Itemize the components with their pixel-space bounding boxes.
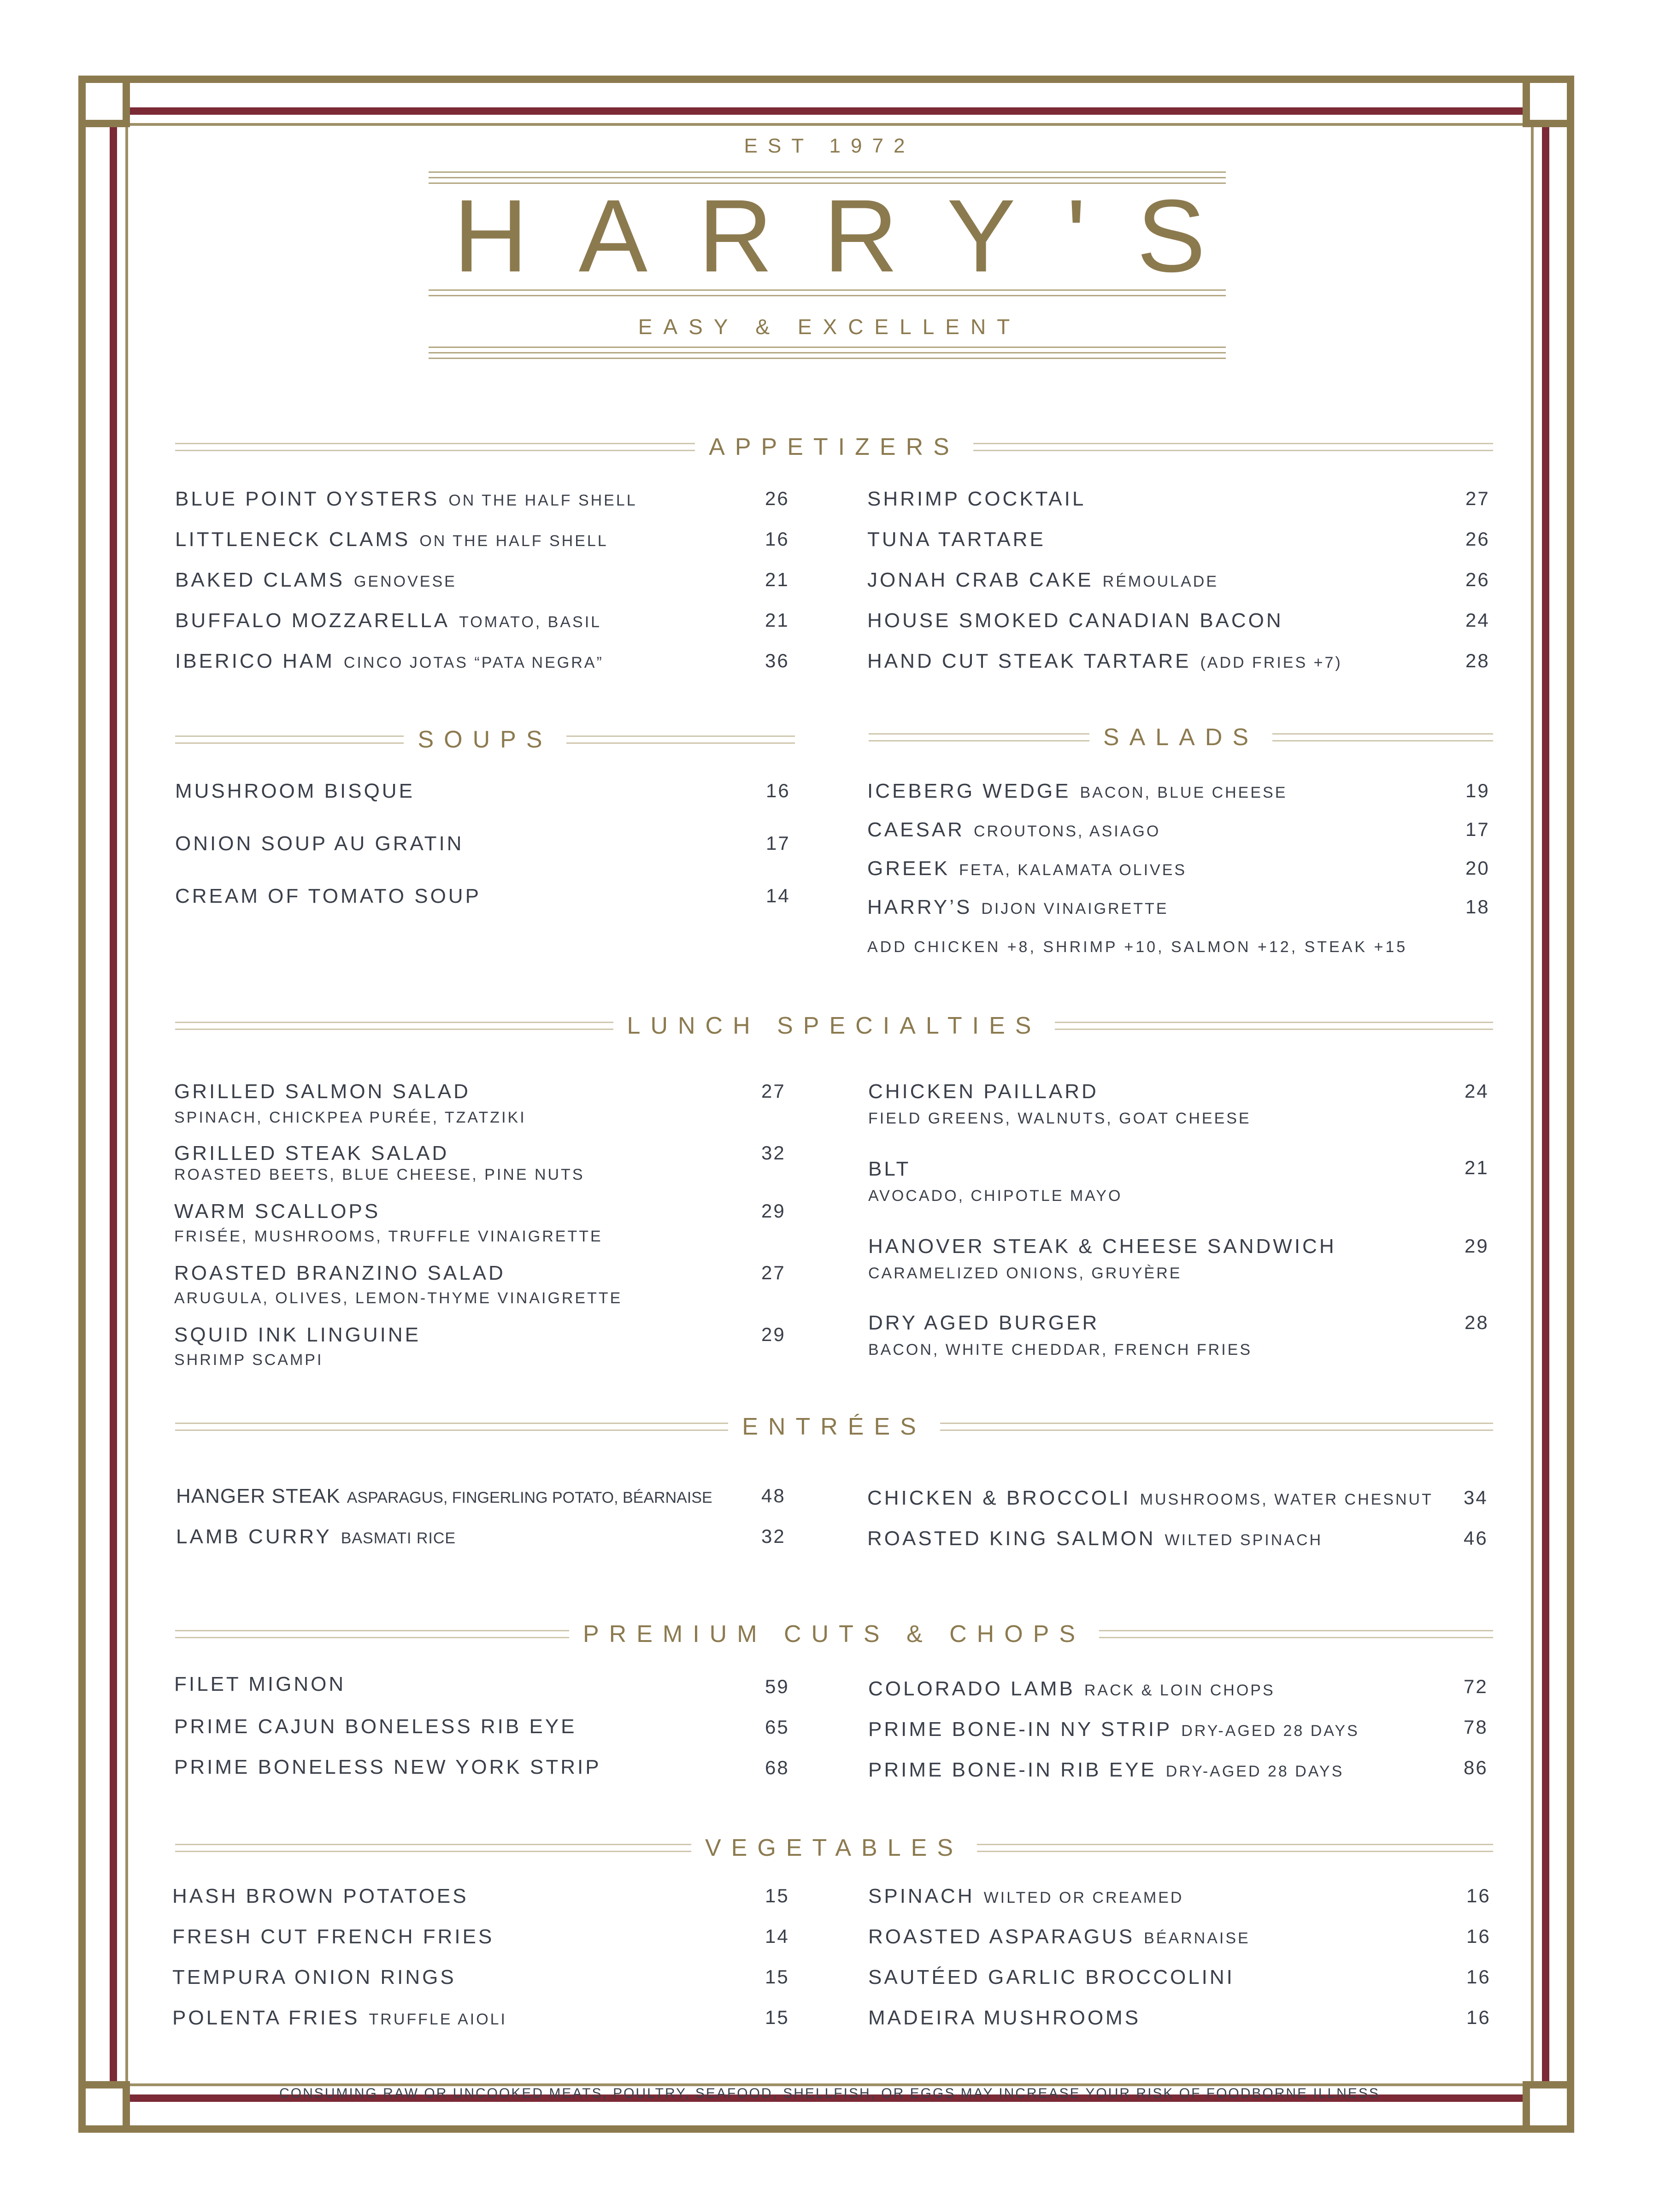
menu-item	[867, 818, 1160, 841]
item-name: LAMB CURRY	[176, 1525, 332, 1548]
item-description: GENOVESE	[353, 573, 457, 590]
item-price: 16	[1466, 2006, 1491, 2028]
item-price: 16	[1466, 1925, 1491, 1947]
salad-addons: ADD CHICKEN +8, SHRIMP +10, SALMON +12, STEAK +15	[867, 938, 1408, 956]
menu-item	[174, 1756, 601, 1779]
item-description: CROUTONS, ASIAGO	[973, 823, 1161, 840]
menu-item	[868, 1759, 1344, 1782]
menu-item	[867, 528, 1055, 551]
item-description: ARUGULA, OLIVES, LEMON-THYME VINAIGRETTE	[174, 1289, 623, 1307]
menu-item	[174, 1080, 471, 1103]
item-description: ROASTED BEETS, BLUE CHEESE, PINE NUTS	[174, 1166, 585, 1183]
item-price: 26	[765, 488, 789, 509]
menu-item	[867, 609, 1293, 632]
item-price: 29	[1465, 1235, 1489, 1257]
item-name: BAKED CLAMS	[175, 569, 345, 591]
item-name: PRIME CAJUN BONELESS RIB EYE	[174, 1715, 577, 1738]
item-name: PRIME BONELESS NEW YORK STRIP	[174, 1756, 601, 1778]
menu-item	[868, 1966, 1235, 1989]
tagline: EASY & EXCELLENT	[638, 315, 1021, 339]
item-description: RACK & LOIN CHOPS	[1084, 1682, 1275, 1699]
item-description: WILTED SPINACH	[1165, 1531, 1323, 1549]
section-salads	[869, 724, 1493, 751]
item-price: 59	[765, 1676, 789, 1697]
menu-item	[176, 1485, 712, 1508]
item-name: ICEBERG WEDGE	[867, 780, 1071, 802]
item-description: DIJON VINAIGRETTE	[981, 900, 1169, 918]
item-name: IBERICO HAM	[175, 650, 335, 672]
menu-item	[868, 1677, 1275, 1700]
item-name: FILET MIGNON	[174, 1673, 346, 1695]
item-price: 24	[1465, 609, 1490, 631]
item-price: 28	[1465, 1312, 1489, 1333]
item-price: 14	[765, 1925, 789, 1947]
item-price: 29	[761, 1324, 786, 1345]
menu-item	[868, 1080, 1099, 1103]
item-name: PRIME BONE-IN NY STRIP	[868, 1718, 1172, 1741]
item-name: HANGER STEAK	[176, 1485, 341, 1507]
item-description: (ADD FRIES +7)	[1200, 654, 1342, 671]
item-price: 19	[1465, 780, 1490, 801]
item-description: FIELD GREENS, WALNUTS, GOAT CHEESE	[868, 1110, 1251, 1127]
item-price: 32	[761, 1525, 786, 1547]
item-name: TUNA TARTARE	[867, 528, 1046, 551]
item-name: PRIME BONE-IN RIB EYE	[868, 1759, 1157, 1781]
item-name: BLT	[868, 1158, 911, 1180]
item-name: WARM SCALLOPS	[174, 1200, 381, 1223]
corner-ornament	[1523, 76, 1574, 127]
item-name: CHICKEN PAILLARD	[868, 1080, 1099, 1103]
inner-gold-border	[125, 123, 1534, 2086]
item-price: 14	[766, 885, 790, 906]
item-name: MADEIRA MUSHROOMS	[868, 2006, 1141, 2029]
item-description: SPINACH, CHICKPEA PURÉE, TZATZIKI	[174, 1109, 526, 1126]
item-price: 18	[1465, 896, 1490, 918]
item-description: TOMATO, BASIL	[459, 613, 602, 631]
menu-item	[868, 1925, 1250, 1948]
menu-item	[867, 488, 1095, 511]
menu-item	[867, 650, 1342, 673]
item-price: 72	[1464, 1676, 1488, 1697]
menu-item	[175, 488, 637, 511]
item-price: 27	[1465, 488, 1490, 509]
menu-item	[174, 1324, 421, 1347]
item-description: ON THE HALF SHELL	[448, 492, 637, 509]
item-description: BACON, BLUE CHEESE	[1080, 784, 1288, 801]
item-name: ROASTED ASPARAGUS	[868, 1925, 1135, 1948]
menu-item	[175, 569, 457, 592]
item-price: 36	[765, 650, 789, 671]
item-name: ONION SOUP AU GRATIN	[175, 832, 464, 855]
item-price: 24	[1465, 1080, 1489, 1102]
item-price: 68	[765, 1757, 789, 1778]
corner-ornament	[78, 76, 130, 127]
section-soups	[175, 726, 795, 753]
menu-item	[868, 1235, 1336, 1258]
item-description: RÉMOULADE	[1102, 573, 1219, 590]
menu-item	[175, 528, 608, 551]
item-description: DRY-AGED 28 DAYS	[1165, 1763, 1344, 1780]
menu-item	[175, 832, 464, 855]
item-name: CHICKEN & BROCCOLI	[867, 1487, 1131, 1509]
item-description: BÉARNAISE	[1144, 1930, 1250, 1947]
item-price: 46	[1464, 1527, 1488, 1549]
menu-item	[867, 569, 1218, 592]
menu-item	[172, 1885, 469, 1908]
menu-item	[868, 1158, 911, 1181]
item-price: 15	[765, 1966, 789, 1988]
section-lunch-specialties	[175, 1012, 1493, 1040]
item-description: ASPARAGUS, FINGERLING POTATO, BÉARNAISE	[347, 1489, 712, 1506]
item-description: BASMATI RICE	[341, 1530, 456, 1547]
item-price: 16	[1466, 1966, 1491, 1988]
item-name: HASH BROWN POTATOES	[172, 1885, 469, 1907]
item-price: 28	[1465, 650, 1490, 671]
menu-item	[174, 1715, 577, 1738]
item-description: CARAMELIZED ONIONS, GRUYÈRE	[868, 1265, 1182, 1282]
item-price: 21	[765, 609, 789, 631]
menu-item	[174, 1673, 346, 1696]
item-price: 26	[1465, 528, 1490, 550]
item-name: CREAM OF TOMATO SOUP	[175, 885, 481, 907]
item-price: 17	[766, 832, 790, 854]
section-title: VEGETABLES	[705, 1835, 964, 1861]
item-description: ON THE HALF SHELL	[419, 532, 608, 550]
item-price: 17	[1465, 818, 1490, 840]
item-name: SHRIMP COCKTAIL	[867, 488, 1086, 510]
section-title: ENTRÉES	[742, 1413, 926, 1440]
item-price: 27	[761, 1080, 786, 1102]
menu-item	[867, 780, 1287, 803]
item-price: 48	[761, 1485, 786, 1506]
menu-item	[867, 1487, 1433, 1510]
item-price: 16	[766, 780, 790, 801]
item-price: 20	[1465, 857, 1490, 879]
item-description: TRUFFLE AIOLI	[369, 2011, 507, 2028]
item-name: BLUE POINT OYSTERS	[175, 488, 440, 510]
item-price: 34	[1464, 1487, 1488, 1508]
item-name: LITTLENECK CLAMS	[175, 528, 411, 551]
menu-item	[175, 609, 601, 632]
item-name: POLENTA FRIES	[172, 2006, 360, 2029]
item-name: ROASTED BRANZINO SALAD	[174, 1262, 506, 1284]
menu-item	[867, 896, 1169, 919]
item-name: FRESH CUT FRENCH FRIES	[172, 1925, 494, 1948]
menu-item	[172, 1925, 494, 1948]
item-name: GREEK	[867, 857, 950, 880]
item-name: GRILLED SALMON SALAD	[174, 1080, 471, 1103]
menu-item	[868, 1885, 1183, 1908]
section-title: APPETIZERS	[709, 434, 959, 460]
item-name: HAND CUT STEAK TARTARE	[867, 650, 1191, 672]
foodborne-illness-disclaimer: CONSUMING RAW OR UNCOOKED MEATS, POULTRY, SEAFOOD, SHELLFISH, OR EGGS MAY INCREASE YOUR RISK OF FOODBORNE ILLNESS	[279, 2086, 1380, 2101]
item-name: HARRY’S	[867, 896, 972, 918]
section-premium-cuts	[175, 1620, 1493, 1648]
menu-item	[174, 1262, 506, 1285]
menu-item	[176, 1525, 456, 1548]
item-description: WILTED OR CREAMED	[983, 1889, 1184, 1906]
menu-item	[174, 1200, 380, 1223]
item-name: CAESAR	[867, 818, 965, 841]
item-description: AVOCADO, CHIPOTLE MAYO	[868, 1187, 1123, 1205]
item-name: HANOVER STEAK & CHEESE SANDWICH	[868, 1235, 1336, 1258]
header-rule-bottom	[429, 347, 1226, 363]
established-year: EST 1972	[744, 135, 915, 157]
item-price: 78	[1464, 1716, 1488, 1738]
item-price: 26	[1465, 569, 1490, 590]
item-name: BUFFALO MOZZARELLA	[175, 609, 450, 632]
item-name: GRILLED STEAK SALAD	[174, 1142, 449, 1165]
item-description: DRY-AGED 28 DAYS	[1181, 1722, 1359, 1740]
menu-item	[175, 885, 481, 908]
menu-item	[868, 1718, 1359, 1741]
item-name: DRY AGED BURGER	[868, 1312, 1100, 1334]
item-description: CINCO JOTAS “PATA NEGRA”	[343, 654, 604, 671]
item-name: TEMPURA ONION RINGS	[172, 1966, 456, 1988]
menu-item	[867, 1527, 1323, 1550]
section-title: PREMIUM CUTS & CHOPS	[582, 1621, 1086, 1647]
item-price: 65	[765, 1716, 789, 1738]
item-name: SPINACH	[868, 1885, 975, 1907]
item-name: SAUTÉED GARLIC BROCCOLINI	[868, 1966, 1235, 1988]
item-name: JONAH CRAB CAKE	[867, 569, 1094, 591]
item-description: FRISÉE, MUSHROOMS, TRUFFLE VINAIGRETTE	[174, 1228, 603, 1245]
item-price: 29	[761, 1200, 786, 1222]
restaurant-name: HARRY'S	[453, 178, 1257, 294]
section-vegetables	[175, 1834, 1493, 1862]
item-name: COLORADO LAMB	[868, 1677, 1075, 1700]
item-price: 32	[761, 1142, 786, 1164]
item-description: SHRIMP SCAMPI	[174, 1351, 324, 1369]
section-title: SOUPS	[418, 726, 553, 753]
header-rule-middle	[429, 289, 1226, 300]
menu-item	[868, 2006, 1141, 2030]
item-name: MUSHROOM BISQUE	[175, 780, 415, 802]
section-title: LUNCH SPECIALTIES	[627, 1012, 1041, 1039]
item-price: 16	[765, 528, 789, 550]
menu-item	[867, 857, 1187, 880]
menu-item	[868, 1312, 1099, 1335]
item-price: 15	[765, 1885, 789, 1906]
section-entrees	[175, 1413, 1493, 1441]
menu-item	[175, 650, 604, 673]
item-price: 21	[1465, 1157, 1489, 1178]
section-title: SALADS	[1103, 724, 1259, 751]
menu-item	[174, 1142, 449, 1165]
section-appetizers	[175, 433, 1493, 461]
item-description: FETA, KALAMATA OLIVES	[959, 861, 1187, 879]
item-price: 21	[765, 569, 789, 590]
item-price: 27	[761, 1262, 786, 1283]
item-price: 15	[765, 2006, 789, 2028]
menu-item	[172, 2006, 507, 2030]
item-name: ROASTED KING SALMON	[867, 1527, 1156, 1550]
item-price: 16	[1466, 1885, 1491, 1906]
item-name: SQUID INK LINGUINE	[174, 1324, 421, 1346]
item-price: 86	[1464, 1757, 1488, 1778]
item-description: BACON, WHITE CHEDDAR, FRENCH FRIES	[868, 1341, 1253, 1359]
menu-item	[175, 780, 415, 803]
menu-item	[172, 1966, 456, 1989]
item-name: HOUSE SMOKED CANADIAN BACON	[867, 609, 1283, 632]
item-description: MUSHROOMS, WATER CHESNUT	[1140, 1491, 1433, 1508]
